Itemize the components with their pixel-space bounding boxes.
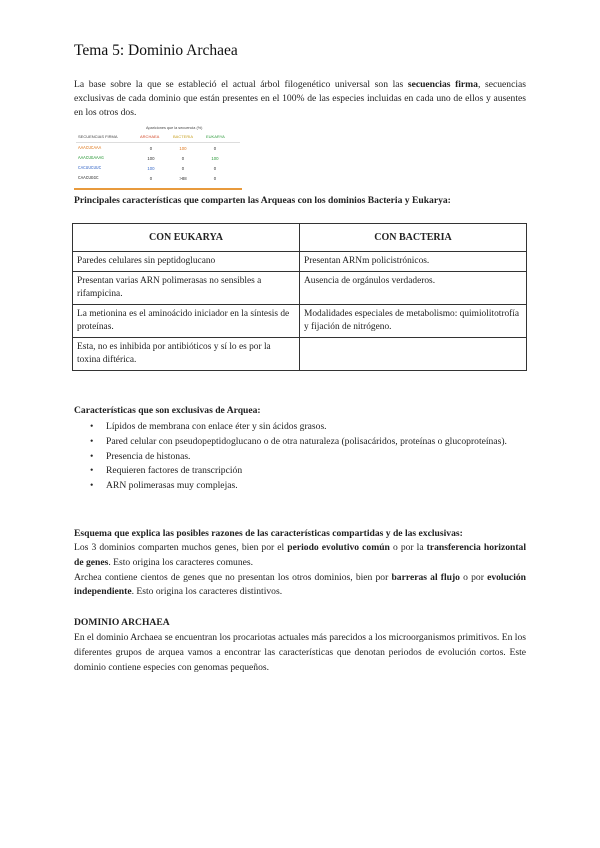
table-cell: Paredes celulares sin peptidoglucano <box>73 252 300 272</box>
shared-characteristics-table <box>72 223 527 371</box>
heading-scheme: Esquema que explica las posibles razones de las características compartidas y de las exclusivas: <box>74 528 463 539</box>
scheme-text: . Esto origina los caracteres distintivos. <box>131 586 283 598</box>
list-item: • Lípidos de membrana con enlace éter y sin ácidos grasos. <box>106 420 526 435</box>
scheme-text: Archea contiene cientos de genes que no presentan los otros dominios, bien por <box>74 571 392 583</box>
table-cell: Esta, no es inhibida por antibióticos y sí lo es por la toxina diftérica. <box>73 338 300 371</box>
intro-text-1: La base sobre la que se estableció el actual árbol filogenético universal son las <box>74 79 408 90</box>
seq-value: 100 <box>147 156 155 161</box>
scheme-paragraph <box>74 541 526 600</box>
seq-value: 100 <box>147 166 155 171</box>
intro-text-2: , secuencias exclusivas de cada dominio que están presentes en el 100% de las especies incluidas en cada uno de ellos y ausentes en los otros dos. <box>74 79 526 119</box>
heading-domain-archaea: DOMINIO ARCHAEA <box>74 617 170 628</box>
seq-label: CACUUCUUC <box>78 166 102 171</box>
table-cell: Ausencia de orgánulos verdaderos. <box>300 272 527 305</box>
scheme-text: . Esto origina los caracteres comunes. <box>108 556 254 568</box>
seq-value: 0 <box>213 146 217 151</box>
seq-value: 0 <box>149 146 153 151</box>
list-item: • Pared celular con pseudopeptidoglucano o de otra naturaleza (polisacáridos, proteínas o glucoproteínas). <box>106 435 526 450</box>
table-cell: Presentan ARNm policistrónicos. <box>300 252 527 272</box>
seq-value: 100 <box>179 146 187 151</box>
exclusive-characteristics-list <box>74 420 526 494</box>
seq-label: AAACUCAAA <box>78 146 102 151</box>
intro-bold-term: secuencias firma <box>407 79 478 90</box>
seq-value: 0 <box>213 176 217 181</box>
seq-table-caption: Apariciones que la secuencia (%) <box>146 126 203 130</box>
seq-label: AAACUGAAAG <box>78 156 104 161</box>
heading-shared-characteristics: Principales características que comparten las Arqueas con los dominios Bacteria y Eukarya: <box>74 195 451 206</box>
seq-table-header: BACTERIA <box>173 134 194 139</box>
scheme-text: o por <box>459 571 488 583</box>
scheme-text: Los 3 dominios comparten muchos genes, bien por el <box>74 542 288 553</box>
intro-paragraph <box>74 78 526 121</box>
column-header-bacteria: CON BACTERIA <box>300 224 527 252</box>
page-title: Tema 5: Dominio Archaea <box>74 42 238 59</box>
list-item: • ARN polimerasas muy complejas. <box>106 479 526 494</box>
table-row <box>73 252 527 272</box>
signature-sequence-table-image <box>74 124 242 190</box>
seq-value: 0 <box>181 156 185 161</box>
column-header-eukarya: CON EUKARYA <box>73 224 300 252</box>
seq-table-header: EUKARYA <box>206 134 225 139</box>
scheme-bold-term: evolución independiente <box>74 571 526 598</box>
scheme-bold-term: transferencia horizontal de genes <box>74 542 526 568</box>
seq-value: >88 <box>179 176 187 181</box>
seq-table-divider <box>76 142 240 143</box>
seq-table-row <box>74 166 242 174</box>
table-cell: La metionina es el aminoácido iniciador en la síntesis de proteínas. <box>73 305 300 338</box>
scheme-text: o por la <box>389 542 427 553</box>
seq-table-header: ARCHAEA <box>140 134 160 139</box>
table-cell <box>300 338 527 371</box>
table-header-row <box>73 224 527 252</box>
scheme-bold-term: periodo evolutivo común <box>287 542 390 553</box>
scheme-bold-term: barreras al flujo <box>391 571 460 583</box>
domain-archaea-paragraph: En el dominio Archaea se encuentran los procariotas actuales más parecidos a los microorganismos primitivos. En los diferentes grupos de arquea vamos a encontrar las características que denotan periodos de evolución cortos. Este dominio contiene especies con genomas pequeños. <box>74 632 526 673</box>
seq-table-header: SECUENCIAS FIRMA <box>78 134 118 139</box>
seq-label: CAACUGGC <box>78 176 99 181</box>
seq-table-row <box>74 176 242 184</box>
table-row <box>73 305 527 338</box>
heading-exclusive-characteristics: Características que son exclusivas de Arquea: <box>74 405 261 416</box>
list-item: • Requieren factores de transcripción <box>106 464 526 479</box>
list-item: • Presencia de histonas. <box>106 450 526 465</box>
seq-value: 100 <box>211 156 219 161</box>
table-row <box>73 272 527 305</box>
seq-value: 0 <box>213 166 217 171</box>
seq-value: 0 <box>149 176 153 181</box>
table-cell: Presentan varias ARN polimerasas no sensibles a rifampicina. <box>73 272 300 305</box>
seq-value: 0 <box>181 166 185 171</box>
table-row <box>73 338 527 371</box>
seq-table-row <box>74 156 242 164</box>
table-cell: Modalidades especiales de metabolismo: quimiolitotrofía y fijación de nitrógeno. <box>300 305 527 338</box>
seq-table-row <box>74 146 242 154</box>
